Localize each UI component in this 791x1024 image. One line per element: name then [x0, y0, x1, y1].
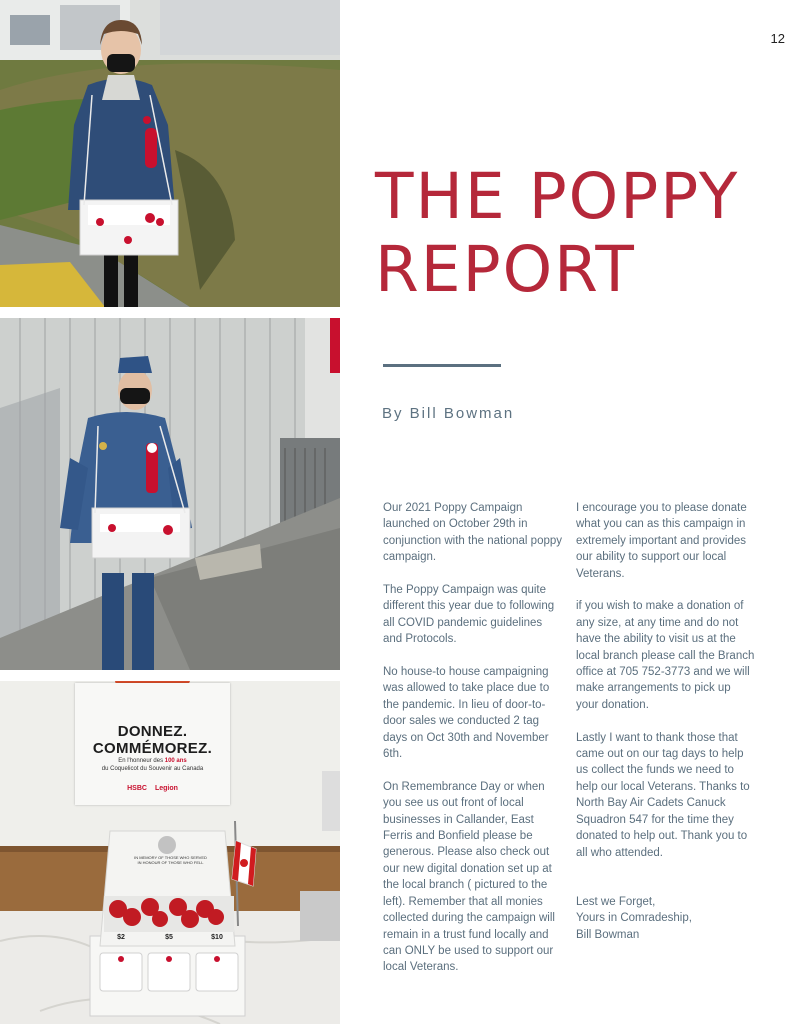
- title-divider: [383, 364, 501, 367]
- page-title: [375, 160, 775, 306]
- box-label: [98, 855, 243, 865]
- signoff-author: Bill Bowman: [576, 928, 640, 941]
- photo-cadet-outdoors: [0, 0, 340, 307]
- byline: By Bill Bowman: [382, 405, 515, 422]
- photo-donation-display: [0, 681, 340, 1024]
- paragraph: if you wish to make a donation of any size, at any time and do not have the ability to visit us at the local branch please call the Branch office at 705 752-3773 and we will make arrangements to pick up your donation.: [576, 600, 755, 711]
- photo-cadet-outdoors-drawing: [0, 0, 340, 307]
- title-line-1: THE POPPY: [375, 160, 740, 233]
- poster-logos: [75, 785, 230, 792]
- poster-subtitle-highlight: 100 ans: [164, 758, 187, 764]
- photo-cadet-uniform-drawing: [0, 318, 340, 670]
- paragraph: On Remembrance Day or when you see us out front of local businesses in Callander, East Ferris and Bonfield please be generous. Please also check out our new digital donation set up at the local branch ( pictured to the left). Remember that all monies collected during the campaign will remain in a trust fund locally and can ONLY be used to support our local Veterans.: [383, 780, 555, 974]
- legion-logo: Legion: [154, 785, 178, 792]
- signoff-line-2: Yours in Comradeship,: [576, 912, 692, 925]
- box-label-line-1: IN MEMORY OF THOSE WHO SERVED: [134, 855, 207, 860]
- donation-box: [90, 831, 250, 1021]
- paragraph: Our 2021 Poppy Campaign launched on October 29th in conjunction with the national poppy campaign.: [383, 502, 563, 564]
- tag-amount-10: $10: [211, 934, 223, 941]
- paragraph: The Poppy Campaign was quite different this year due to following all COVID pandemic guidelines and Protocols.: [383, 584, 555, 646]
- poster-subtitle-2: du Coquelicot du Souvenir au Canada: [101, 766, 204, 772]
- hsbc-logo: HSBC: [127, 785, 147, 792]
- poster-subtitle-1: [75, 757, 230, 765]
- poster-heading-1: DONNEZ.: [117, 723, 188, 740]
- box-label-line-2: IN HONOUR OF THOSE WHO FELL: [137, 860, 204, 865]
- paragraph: Lastly I want to thank those that came out on our tag days to help us collect the funds we need to help our local Veterans. Thanks to North Bay Air Cadets Canuck Squadron 547 for the time they donated to help out. Thank you to all who attended.: [576, 731, 750, 859]
- title-line-2: REPORT: [375, 233, 636, 306]
- poster-heading-2: COMMÉMOREZ.: [92, 740, 213, 757]
- tag-amount-5: $5: [165, 934, 173, 941]
- paragraph: I encourage you to please donate what you can as this campaign in extremely important and provides our ability to support our local Veterans.: [576, 502, 747, 580]
- page-number: 12: [770, 31, 785, 46]
- poster-subtitle-prefix: En l'honneur des: [118, 758, 165, 764]
- photo-cadet-uniform: [0, 318, 340, 670]
- donnez-poster: [75, 683, 230, 805]
- article-column-left: [383, 500, 563, 992]
- paragraph: No house-to house campaigning was allowed to take place due to the pandemic. In lieu of door-to-door sales we conducted 2 tag days on Oct 30th and November 6th.: [383, 666, 550, 761]
- article-column-right: [576, 500, 756, 943]
- tag-amount-2: $2: [117, 934, 125, 941]
- signoff-line-1: Lest we Forget,: [576, 895, 656, 908]
